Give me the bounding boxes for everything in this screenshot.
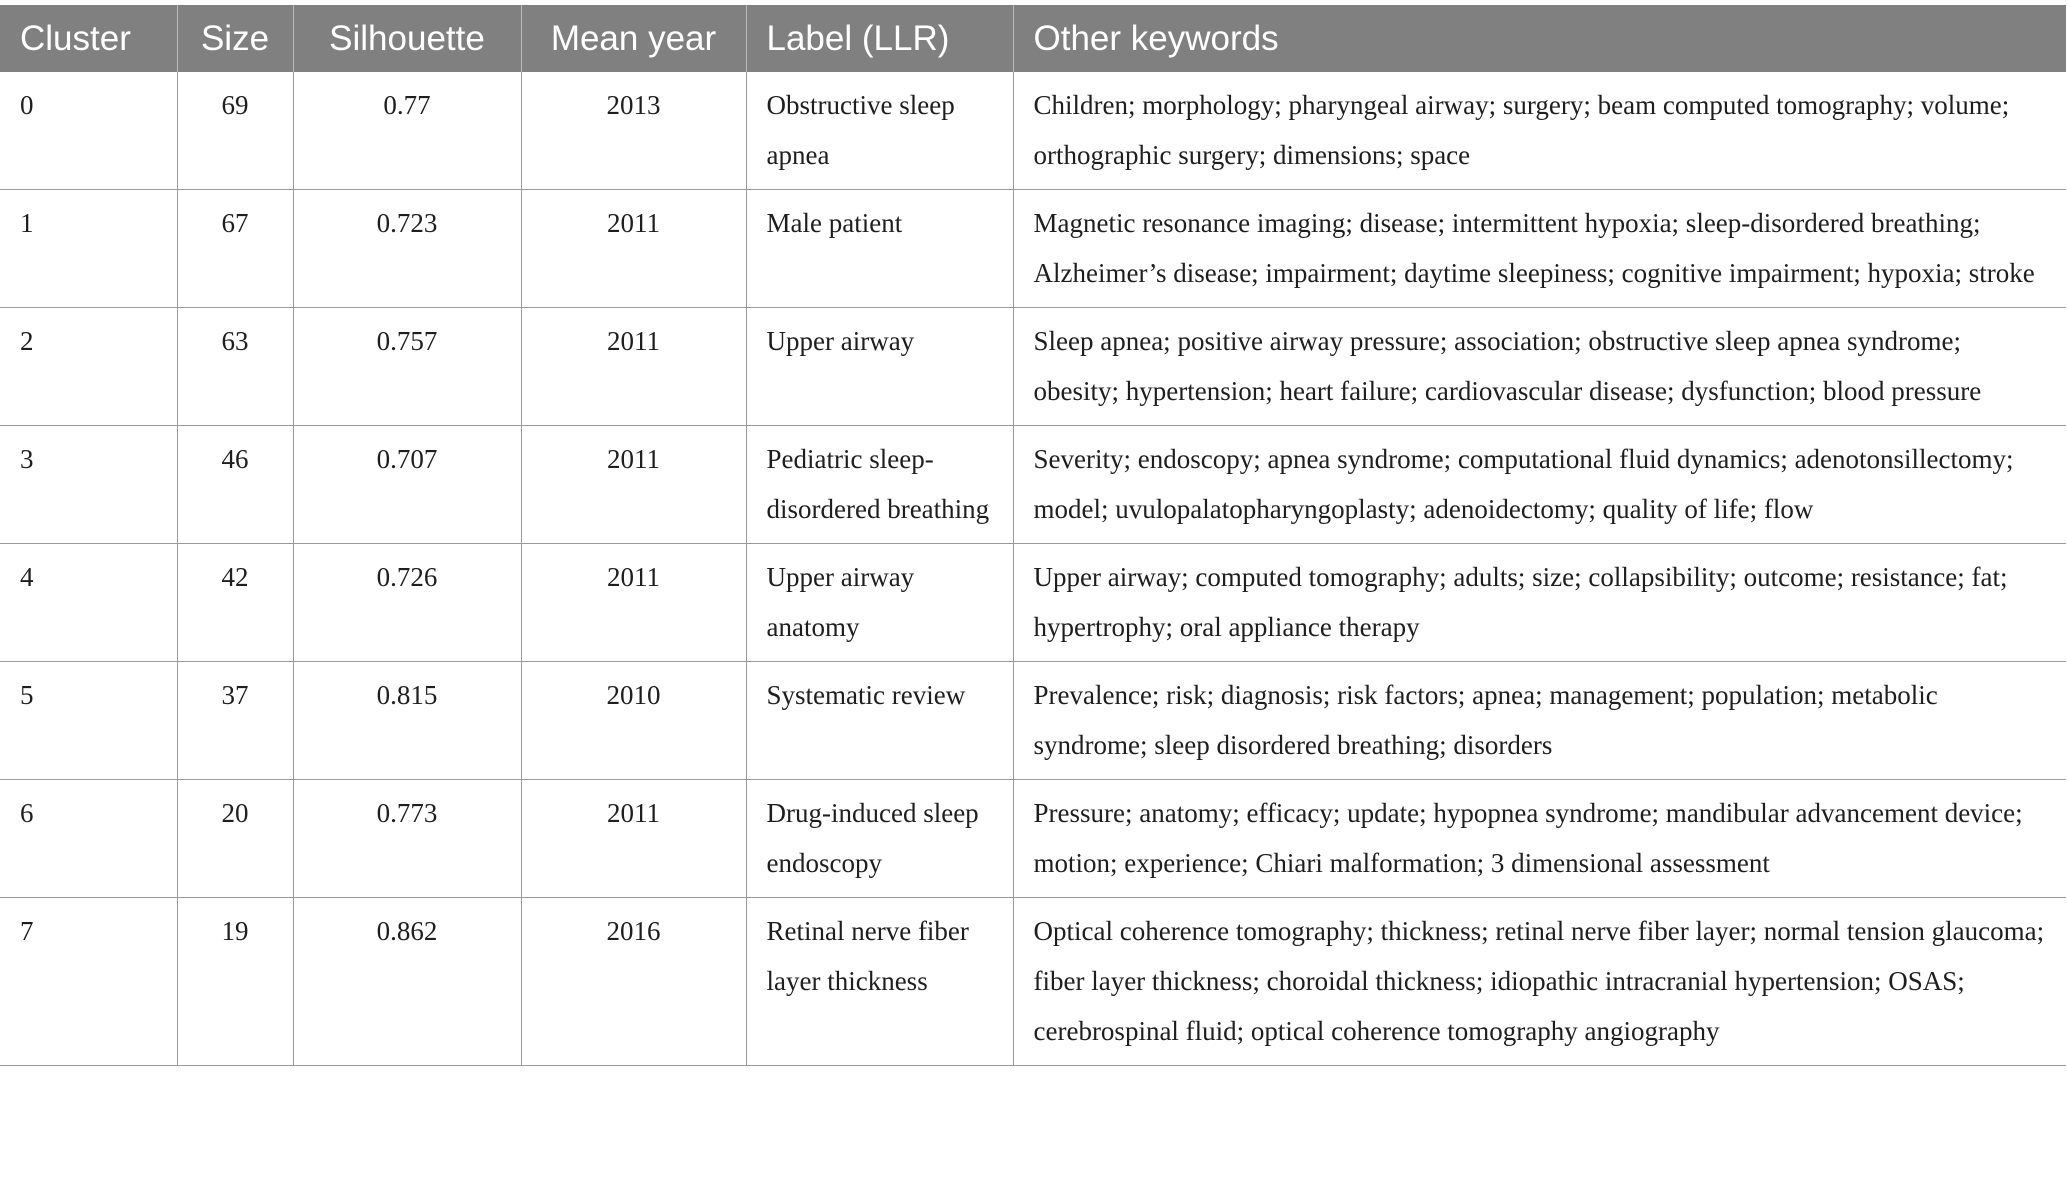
cluster-table-container: [0, 5, 2067, 1066]
cell-silhouette: 0.773: [293, 780, 521, 898]
table-row: [0, 544, 2066, 662]
cell-label: Upper airway: [746, 308, 1013, 426]
table-row: [0, 780, 2066, 898]
cell-cluster: 1: [0, 190, 177, 308]
cell-keywords: Sleep apnea; positive airway pressure; association; obstructive sleep apnea syndrome; obesity; hypertension; heart failure; cardiovascular disease; dysfunction; blood pressure: [1013, 308, 2066, 426]
table-row: [0, 72, 2066, 190]
cell-mean-year: 2011: [521, 308, 746, 426]
cell-size: 69: [177, 72, 293, 190]
cell-label: Male patient: [746, 190, 1013, 308]
table-body: [0, 72, 2066, 1066]
cell-size: 67: [177, 190, 293, 308]
cell-size: 63: [177, 308, 293, 426]
cell-size: 42: [177, 544, 293, 662]
cell-mean-year: 2013: [521, 72, 746, 190]
header-silhouette: Silhouette: [293, 5, 521, 72]
cell-label: Systematic review: [746, 662, 1013, 780]
cell-label: Obstructive sleep apnea: [746, 72, 1013, 190]
cell-silhouette: 0.815: [293, 662, 521, 780]
cell-silhouette: 0.862: [293, 898, 521, 1066]
cell-label: Drug-induced sleep endoscopy: [746, 780, 1013, 898]
table-row: [0, 662, 2066, 780]
header-row: [0, 5, 2066, 72]
cell-label: Retinal nerve fiber layer thickness: [746, 898, 1013, 1066]
cell-keywords: Severity; endoscopy; apnea syndrome; computational fluid dynamics; adenotonsillectomy; model; uvulopalatopharyngoplasty; adenoidectomy; quality of life; flow: [1013, 426, 2066, 544]
header-label-llr: Label (LLR): [746, 5, 1013, 72]
cell-cluster: 7: [0, 898, 177, 1066]
header-mean-year: Mean year: [521, 5, 746, 72]
cell-size: 46: [177, 426, 293, 544]
table-header: [0, 5, 2066, 72]
table-row: [0, 426, 2066, 544]
header-cluster: Cluster: [0, 5, 177, 72]
table-row: [0, 308, 2066, 426]
cell-cluster: 2: [0, 308, 177, 426]
cell-keywords: Prevalence; risk; diagnosis; risk factors; apnea; management; population; metabolic syndrome; sleep disordered breathing; disorders: [1013, 662, 2066, 780]
cell-mean-year: 2010: [521, 662, 746, 780]
cell-cluster: 3: [0, 426, 177, 544]
cell-label: Upper airway anatomy: [746, 544, 1013, 662]
cell-size: 37: [177, 662, 293, 780]
cell-cluster: 4: [0, 544, 177, 662]
header-other-keywords: Other keywords: [1013, 5, 2066, 72]
cell-keywords: Children; morphology; pharyngeal airway; surgery; beam computed tomography; volume; orthographic surgery; dimensions; space: [1013, 72, 2066, 190]
cell-keywords: Upper airway; computed tomography; adults; size; collapsibility; outcome; resistance; fat; hypertrophy; oral appliance therapy: [1013, 544, 2066, 662]
cell-silhouette: 0.757: [293, 308, 521, 426]
cell-mean-year: 2011: [521, 190, 746, 308]
cell-cluster: 0: [0, 72, 177, 190]
cell-silhouette: 0.77: [293, 72, 521, 190]
cell-mean-year: 2011: [521, 544, 746, 662]
header-size: Size: [177, 5, 293, 72]
cell-silhouette: 0.707: [293, 426, 521, 544]
cell-mean-year: 2016: [521, 898, 746, 1066]
cell-silhouette: 0.723: [293, 190, 521, 308]
cell-cluster: 6: [0, 780, 177, 898]
cell-label: Pediatric sleep-disordered breathing: [746, 426, 1013, 544]
cell-cluster: 5: [0, 662, 177, 780]
table-row: [0, 898, 2066, 1066]
cell-size: 20: [177, 780, 293, 898]
cell-keywords: Magnetic resonance imaging; disease; intermittent hypoxia; sleep-disordered breathing; Alzheimer’s disease; impairment; daytime sleepiness; cognitive impairment; hypoxia; stroke: [1013, 190, 2066, 308]
cell-keywords: Optical coherence tomography; thickness; retinal nerve fiber layer; normal tension glaucoma; fiber layer thickness; choroidal thickness; idiopathic intracranial hypertension; OSAS; cerebrospinal fluid; optical coherence tomography angiography: [1013, 898, 2066, 1066]
cell-size: 19: [177, 898, 293, 1066]
table-row: [0, 190, 2066, 308]
cell-mean-year: 2011: [521, 780, 746, 898]
cell-keywords: Pressure; anatomy; efficacy; update; hypopnea syndrome; mandibular advancement device; motion; experience; Chiari malformation; 3 dimensional assessment: [1013, 780, 2066, 898]
cell-silhouette: 0.726: [293, 544, 521, 662]
cell-mean-year: 2011: [521, 426, 746, 544]
cluster-table: [0, 5, 2066, 1066]
